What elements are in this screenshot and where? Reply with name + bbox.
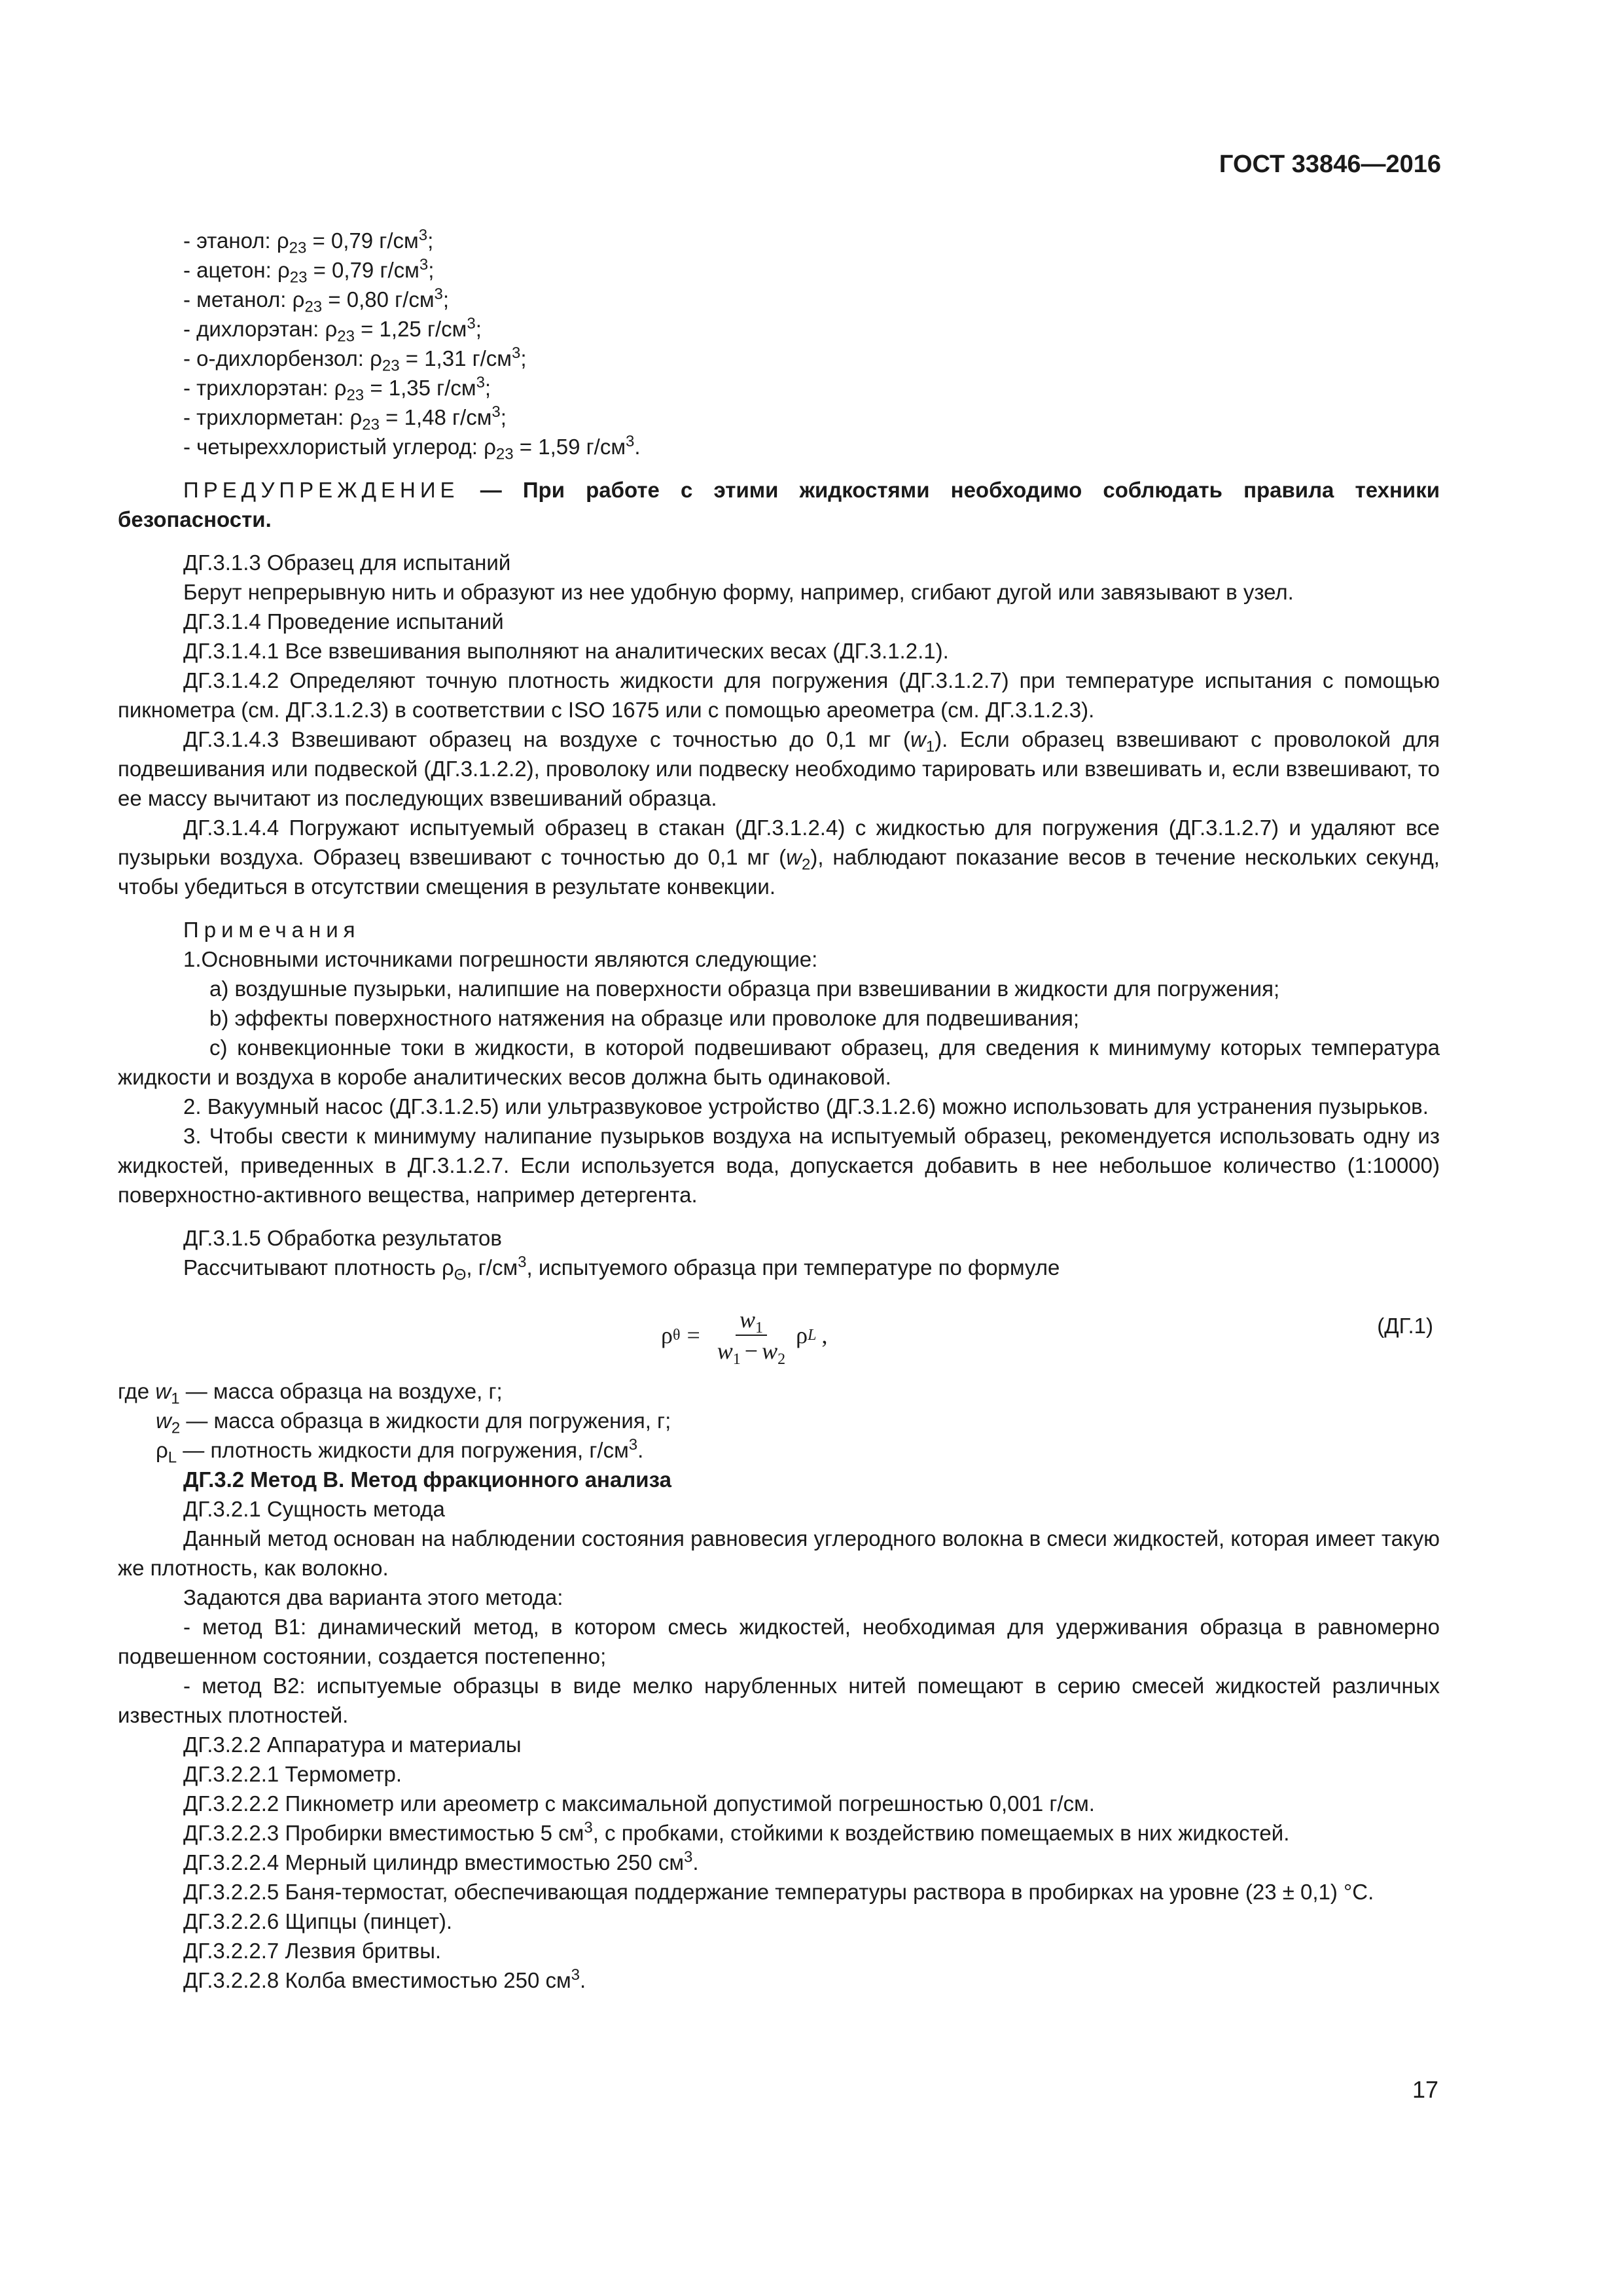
note-item: 1.Основными источниками погрешности являются следующие:: [183, 947, 818, 971]
list-item: - метод В1: динамический метод, в котором смесь жидкостей, необходимая для удерживания образца в равномерно подвешенном состоянии, создается постепенно;: [118, 1615, 1440, 1668]
paragraph: ДГ.3.2.2.6 Щипцы (пинцет).: [183, 1909, 453, 1933]
liquid-item: - дихлорэтан: $\rho_{23} = 1,25$ $г/см^3$;: [183, 315, 482, 346]
paragraph: Берут непрерывную нить и образуют из нее удобную форму, например, сгибают дугой или завязывают в узел.: [183, 580, 1294, 604]
section-heading: ДГ.3.1.4 Проведение испытаний: [183, 609, 504, 634]
paragraph: ДГ.3.2.2.4 Мерный цилиндр вместимостью 250 $см^3$.: [183, 1848, 699, 1874]
paragraph: ДГ.3.2.2.7 Лезвия бритвы.: [183, 1939, 442, 1963]
liquid-item: - о-дихлорбензол: $\rho_{23} = 1,31$ $г/см^3$;: [183, 344, 527, 375]
paragraph: ДГ.3.2.2.8 Колба вместимостью 250 $см^3$.: [183, 1966, 586, 1992]
definition-item: $w_2$ — масса образца в жидкости для погружения, г;: [156, 1408, 671, 1437]
note-item: 2. Вакуумный насос (ДГ.3.1.2.5) или ультразвуковое устройство (ДГ.3.1.2.6) можно использовать для устранения пузырьков.: [183, 1094, 1429, 1119]
definition-item: $\rho_L$ — плотность жидкости для погружения, $г/см^3$.: [156, 1436, 644, 1467]
paragraph: ДГ.3.2.2.2 Пикнометр или ареометр с максимальной допустимой погрешностью 0,001 г/см.: [183, 1791, 1095, 1816]
formula-definitions: [118, 1376, 1440, 1465]
paragraph: ДГ.3.1.4.4 Погружают испытуемый образец в стакан (ДГ.3.1.2.4) с жидкостью для погружения (ДГ.3.1.2.7) и удаляют все пузырьки воздуха. Образец взвешивают с точностью до 0,1 мг $(w_2)$, наблюдают показание весов в течение нескольких секунд, чтобы убедиться в отсутствии смещения в результате конвекции.: [118, 816, 1440, 899]
notes-title: Примечания: [183, 918, 361, 942]
liquid-item: - трихлорметан: $\rho_{23} = 1,48$ $г/см^3$;: [183, 403, 507, 434]
safety-warning: [118, 475, 1440, 534]
paragraph: ДГ.3.1.4.2 Определяют точную плотность жидкости для погружения (ДГ.3.1.2.7) при температуре испытания с помощью пикнометра (см. ДГ.3.1.2.3) в соответствии с ISO 1675 или с помощью ареометра (см. ДГ.3.1.2.3).: [118, 668, 1440, 722]
liquids-list: [118, 226, 1440, 461]
liquid-item: - ацетон: $\rho_{23} = 0,79$ $г/см^3$;: [183, 256, 435, 287]
liquid-item: - этанол: $\rho_{23} = 0,79$ $г/см^3$;: [183, 226, 434, 257]
note-item: 3. Чтобы свести к минимуму налипание пузырьков воздуха на испытуемый образец, рекомендуется использовать одну из жидкостей, приведенных в ДГ.3.1.2.7. Если используется вода, допускается добавить в нее небольшое количество (1:10000) поверхностно-активного вещества, например детергента.: [118, 1124, 1440, 1207]
density-formula: ρ θ = $\frac{w_1}{w_1 - w_2}$ ρ L , (ДГ.1): [118, 1291, 1440, 1365]
paragraph: Рассчитывают плотность $\rho_\Theta$, $г/см^3$, испытуемого образца при температуре по формуле: [183, 1253, 1060, 1284]
list-item: - метод В2: испытуемые образцы в виде мелко нарубленных нитей помещают в серию смесей жидкостей различных известных плотностей.: [118, 1674, 1440, 1727]
page-body: [118, 226, 1440, 1995]
section-heading: ДГ.3.1.3 Образец для испытаний: [183, 550, 511, 575]
formula-number: (ДГ.1): [1377, 1314, 1433, 1338]
page-number: 17: [1412, 2076, 1438, 2103]
note-subitem: b) эффекты поверхностного натяжения на образце или проволоке для подвешивания;: [209, 1006, 1080, 1030]
liquid-item: - трихлорэтан: $\rho_{23} = 1,35$ $г/см^3$;: [183, 374, 491, 404]
section-heading: ДГ.3.1.5 Обработка результатов: [183, 1226, 502, 1250]
standard-number: ГОСТ 33846—2016: [1219, 151, 1441, 178]
liquid-item: - метанол: $\rho_{23} = 0,80$ $г/см^3$;: [183, 285, 450, 316]
section-heading: ДГ.3.2.1 Сущность метода: [183, 1497, 445, 1521]
definition-item: где $w_1$ — масса образца на воздухе, г;: [118, 1379, 503, 1408]
warning-label: ПРЕДУПРЕЖДЕНИЕ: [183, 478, 459, 502]
note-subitem: c) конвекционные токи в жидкости, в которой подвешивают образец, для сведения к минимуму которых температура жидкости и воздуха в коробе аналитических весов должна быть одинаковой.: [118, 1035, 1440, 1089]
paragraph: ДГ.3.2.2.5 Баня-термостат, обеспечивающая поддержание температуры раствора в пробирках на уровне (23 ± 0,1) °С.: [183, 1880, 1374, 1904]
paragraph: ДГ.3.2.2.3 Пробирки вместимостью 5 $см^3$, с пробками, стойкими к воздействию помещаемых в них жидкостей.: [183, 1819, 1290, 1845]
paragraph: ДГ.3.1.4.3 Взвешивают образец на воздухе с точностью до 0,1 мг $(w_1)$. Если образец взвешивают с проволокой для подвешивания или подвеской (ДГ.3.1.2.2), проволоку или подвеску необходимо тарировать или взвешивать и, если взвешивают, то ее массу вычитают из последующих взвешиваний образца.: [118, 727, 1440, 810]
paragraph: Данный метод основан на наблюдении состояния равновесия углеродного волокна в смеси жидкостей, которая имеет такую же плотность, как волокно.: [118, 1526, 1440, 1580]
formula-fraction: $\frac{w_1}{w_1 - w_2}$: [713, 1304, 789, 1366]
section-heading: ДГ.3.2.2 Аппаратура и материалы: [183, 1732, 522, 1757]
paragraph: ДГ.3.2.2.1 Термометр.: [183, 1762, 402, 1786]
paragraph: ДГ.3.1.4.1 Все взвешивания выполняют на аналитических весах (ДГ.3.1.2.1).: [183, 639, 949, 663]
warning-text: — При работе с этими жидкостями необходимо соблюдать правила техники безопасности.: [118, 478, 1440, 531]
liquid-item: - четыреххлористый углерод: $\rho_{23} = 1,59$ $г/см^3$.: [183, 433, 641, 463]
paragraph: Задаются два варианта этого метода:: [183, 1585, 563, 1609]
note-subitem: a) воздушные пузырьки, налипшие на поверхности образца при взвешивании в жидкости для погружения;: [209, 977, 1280, 1001]
section-heading-bold: ДГ.3.2 Метод В. Метод фракционного анализа: [183, 1467, 671, 1492]
